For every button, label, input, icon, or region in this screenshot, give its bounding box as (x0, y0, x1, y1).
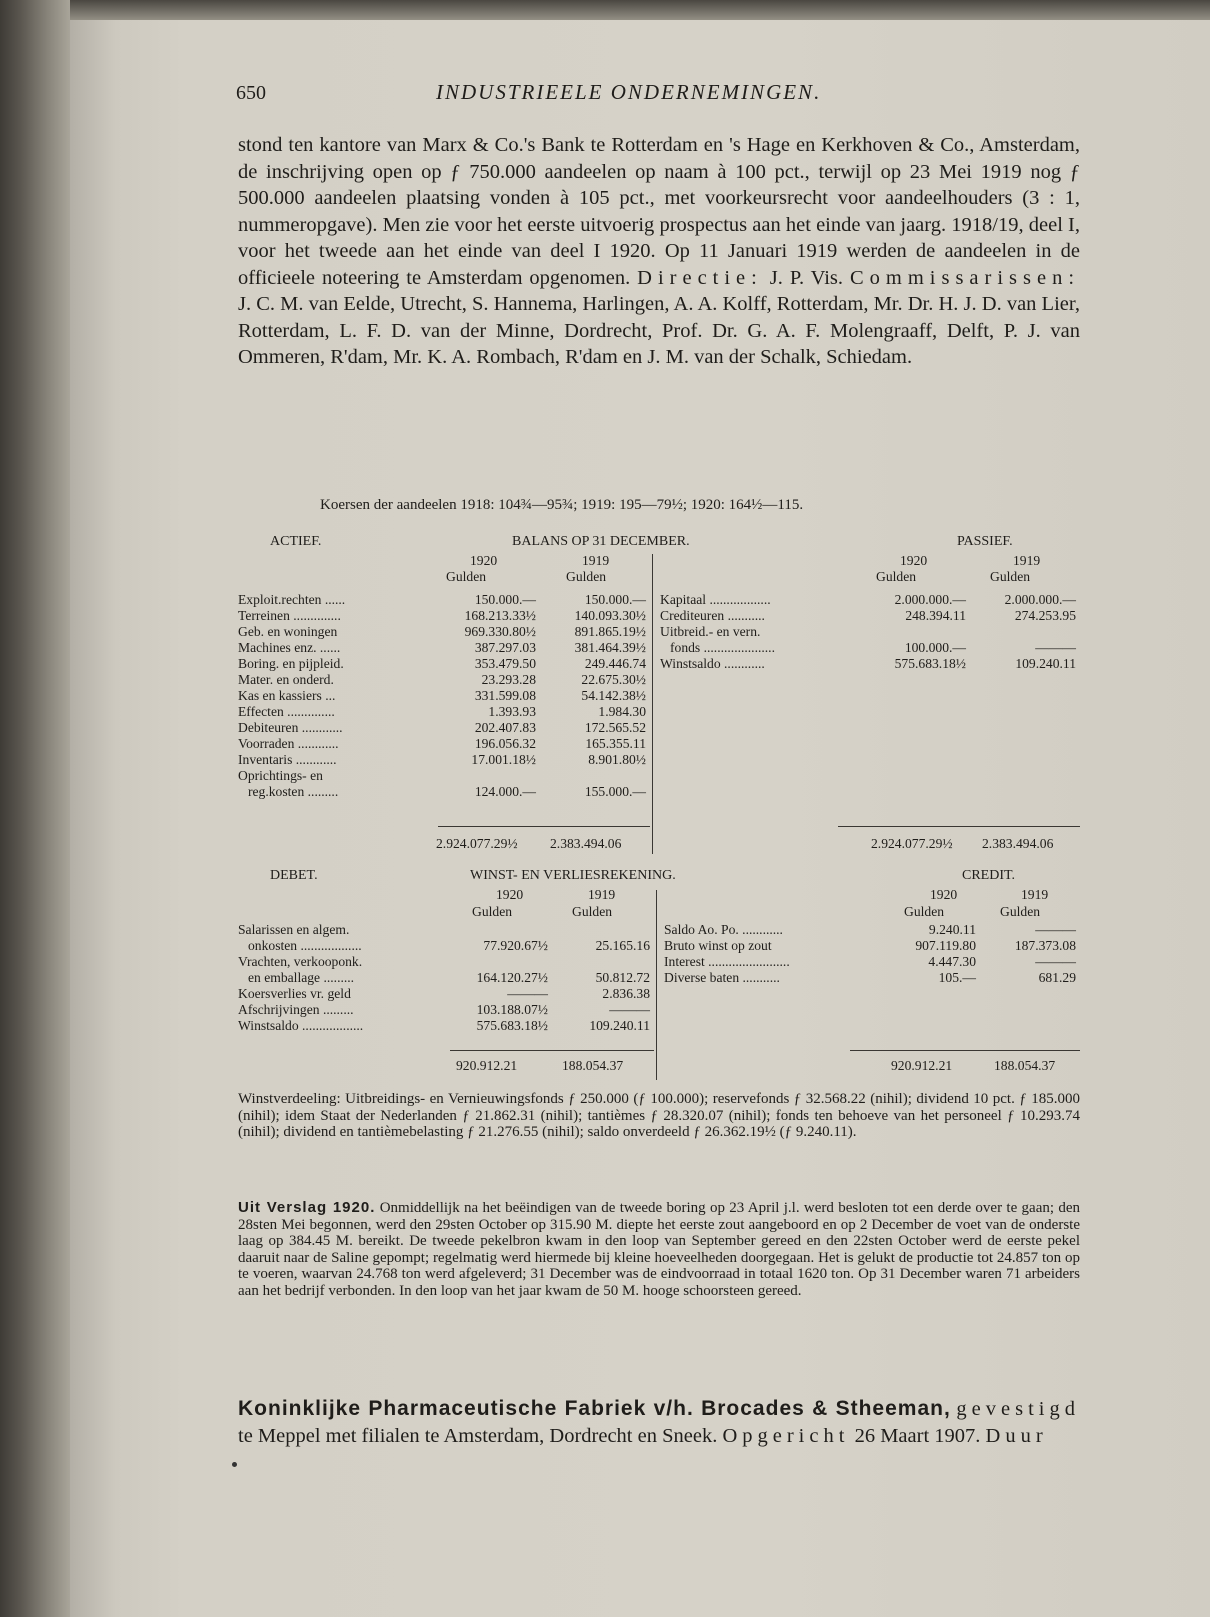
credit-value-1920: 9.240.11 (928, 922, 976, 937)
company-entry (238, 1395, 1080, 1450)
passief-value-1919 (970, 624, 1080, 640)
actief-label: Inventaris ............ (238, 752, 337, 767)
debet-row (234, 970, 654, 986)
passief-value-1920: 575.683.18½ (894, 656, 966, 671)
balans-actief-unit-1920: Gulden (446, 569, 487, 584)
passief-value-1919: 274.253.95 (1014, 608, 1076, 623)
debet-value-1920 (448, 922, 552, 938)
company-text-1: te Meppel met filialen te Amsterdam, Dordrecht en Sneek. (238, 1425, 718, 1447)
credit-row (660, 938, 1080, 954)
actief-value-1920 (430, 768, 540, 784)
debet-label: Winstsaldo .................. (238, 1018, 364, 1033)
actief-table (234, 592, 650, 800)
credit-value-1920: 105.— (938, 970, 976, 985)
actief-value-1919: 249.446.74 (584, 656, 646, 671)
actief-row (234, 640, 650, 656)
actief-label: reg.kosten ......... (248, 784, 339, 799)
company-duur: Duur (985, 1425, 1048, 1447)
actief-row (234, 608, 650, 624)
actief-total-1920: 2.924.077.29½ (436, 836, 518, 851)
actief-value-1919: 8.901.80½ (588, 752, 646, 767)
actief-row (234, 720, 650, 736)
credit-total-1919: 188.054.37 (994, 1058, 1056, 1073)
verslag-label: Uit Verslag 1920. (238, 1199, 376, 1216)
ink-dot (232, 1462, 237, 1467)
debet-value-1920: 575.683.18½ (476, 1018, 548, 1033)
passief-label: Kapitaal .................. (660, 592, 771, 607)
actief-value-1920: 969.330.80½ (464, 624, 536, 639)
debet-table (234, 922, 654, 1034)
company-opgericht: Opgericht (722, 1425, 850, 1447)
company-text-2: 26 Maart 1907. (854, 1425, 981, 1447)
debet-row (234, 1018, 654, 1034)
debet-total-1920: 920.912.21 (456, 1058, 518, 1073)
balans-passief-unit-1919: Gulden (990, 569, 1031, 584)
actief-value-1919: 140.093.30½ (574, 608, 646, 623)
credit-row (660, 970, 1080, 986)
actief-row (234, 736, 650, 752)
winst-credit-unit-1919: Gulden (1000, 904, 1041, 919)
actief-value-1920: 387.297.03 (474, 640, 536, 655)
passief-row (656, 624, 1080, 640)
winst-credit-unit-1920: Gulden (904, 904, 945, 919)
actief-label: Machines enz. ...... (238, 640, 341, 655)
debet-row (234, 986, 654, 1002)
actief-label: Geb. en woningen (238, 624, 338, 639)
actief-row (234, 768, 650, 784)
debet-row (234, 1002, 654, 1018)
passief-total-1920: 2.924.077.29½ (871, 836, 953, 851)
verslag-paragraph (238, 1200, 1080, 1300)
book-spine (0, 0, 70, 1617)
page-number: 650 (236, 82, 266, 104)
passief-row (656, 592, 1080, 608)
debet-value-1920: 77.920.67½ (483, 938, 548, 953)
credit-label: Diverse baten ........... (664, 970, 780, 985)
actief-row (234, 752, 650, 768)
intro-paragraph (238, 132, 1080, 371)
actief-value-1920: 124.000.— (474, 784, 536, 799)
actief-value-1920: 353.479.50 (474, 656, 536, 671)
winstverdeeling-text: Winstverdeeling: Uitbreidings- en Vernieuwingsfonds ƒ 250.000 (ƒ 100.000); reservefonds ƒ 32.568.22 (nihil); dividend 10 pct. ƒ 185.000 (nihil); idem Staat der Nederlanden ƒ 21.862.31 (nihil); tantièmes ƒ 28.320.07 (nihil); fonds ten behoeve van het personeel ƒ 10.293.74 (nihil); dividend en tantièmebelasting ƒ 21.276.55 (nihil); saldo onverdeeld ƒ 26.362.19½ (ƒ 9.240.11). (238, 1091, 1080, 1141)
balans-actief-year-1919: 1919 (582, 553, 610, 568)
actief-value-1920: 168.213.33½ (464, 608, 536, 623)
debet-value-1920 (448, 954, 552, 970)
actief-label: Kas en kassiers ... (238, 688, 336, 703)
passief-label: fonds ..................... (670, 640, 775, 655)
verslag-text: Onmiddellijk na het beëindigen van de tweede boring op 23 April j.l. werd besloten tot een derde over te gaan; den 28sten Mei begonnen, werd den 29sten October op 315.90 M. diepte het eerste zout aangeboord en op 2 December de voet van de onderste laag op 384.45 M. bereikt. De tweede pekelbron kwam in den loop van September gereed en den 22sten October werd de eerste pekel daaruit naar de Saline gepompt; regelmatig werd hiermede bij kleine hoeveelheden doorgegaan. Het is gelukt de productie tot 24.857 ton op te voeren, waarvan 24.768 ton werd afgeleverd; 31 December was de eindvoorraad in totaal 1620 ton. Op 31 December waren 71 arbeiders aan het bedrijf verbonden. In den loop van het jaar kwam de 50 M. hooge schoorsteen gereed. (238, 1200, 1080, 1299)
winst-debet-year-1919: 1919 (588, 887, 616, 902)
running-title: INDUSTRIEELE ONDERNEMINGEN. (436, 80, 822, 104)
credit-label: Saldo Ao. Po. ............ (664, 922, 783, 937)
debet-value-1919 (552, 954, 654, 970)
debet-label: Salarissen en algem. (238, 922, 350, 937)
actief-value-1919: 22.675.30½ (581, 672, 646, 687)
winst-divider (656, 890, 657, 1080)
actief-total-1919: 2.383.494.06 (550, 836, 622, 851)
actief-value-1920: 1.393.93 (488, 704, 536, 719)
winst-credit-year-1919: 1919 (1021, 887, 1049, 902)
credit-value-1919: ——— (1035, 922, 1076, 937)
actief-label: Exploit.rechten ...... (238, 592, 346, 607)
balans-passief-year-1920: 1920 (900, 553, 928, 568)
passief-row (656, 656, 1080, 672)
actief-value-1919: 150.000.— (584, 592, 646, 607)
debet-label: Koersverlies vr. geld (238, 986, 351, 1001)
actief-row (234, 784, 650, 800)
passief-value-1919: 2.000.000.— (1004, 592, 1076, 607)
actief-label: Mater. en onderd. (238, 672, 334, 687)
actief-row (234, 624, 650, 640)
passief-table (656, 592, 1080, 672)
debet-value-1920: ——— (507, 986, 548, 1001)
debet-label: Vrachten, verkooponk. (238, 954, 363, 969)
debet-value-1919: 2.836.38 (602, 986, 650, 1001)
credit-value-1920: 907.119.80 (915, 938, 976, 953)
debet-label: onkosten .................. (248, 938, 362, 953)
credit-table (660, 922, 1080, 986)
actief-value-1919: 172.565.52 (584, 720, 646, 735)
actief-value-1919 (540, 768, 650, 784)
passief-label: Uitbreid.- en vern. (660, 624, 761, 639)
passief-label: Winstsaldo ............ (660, 656, 765, 671)
actief-label: Oprichtings- en (238, 768, 323, 783)
passief-total-1919: 2.383.494.06 (982, 836, 1054, 851)
passief-value-1920: 100.000.— (904, 640, 966, 655)
credit-total-1920: 920.912.21 (891, 1058, 953, 1073)
debet-total-rule (450, 1050, 654, 1051)
debet-value-1919 (552, 922, 654, 938)
passief-value-1920 (860, 624, 970, 640)
passief-value-1919: ——— (1035, 640, 1076, 655)
debet-value-1919: 109.240.11 (589, 1018, 650, 1033)
koersen-line: Koersen der aandeelen 1918: 104¾—95¾; 1919: 195—79½; 1920: 164½—115. (320, 497, 804, 513)
actief-label: Boring. en pijpleid. (238, 656, 344, 671)
passief-row (656, 608, 1080, 624)
balans-left-title: ACTIEF. (270, 534, 322, 549)
winst-debet-unit-1919: Gulden (572, 904, 613, 919)
winst-debet-year-1920: 1920 (496, 887, 524, 902)
actief-label: Effecten .............. (238, 704, 335, 719)
credit-value-1919: ——— (1035, 954, 1076, 969)
company-gevestigd: gevestigd (956, 1398, 1080, 1420)
actief-label: Voorraden ............ (238, 736, 339, 751)
debet-label: en emballage ......... (248, 970, 355, 985)
actief-value-1920: 23.293.28 (481, 672, 536, 687)
actief-row (234, 704, 650, 720)
balans-divider (652, 554, 653, 854)
debet-value-1919: ——— (609, 1002, 650, 1017)
credit-row (660, 922, 1080, 938)
winst-right-title: CREDIT. (962, 868, 1016, 883)
actief-value-1920: 150.000.— (474, 592, 536, 607)
credit-label: Bruto winst op zout (664, 938, 772, 953)
actief-value-1920: 196.056.32 (474, 736, 536, 751)
balans-passief-unit-1920: Gulden (876, 569, 917, 584)
passief-total-rule (838, 826, 1080, 827)
directie-names: J. P. Vis. (769, 266, 844, 289)
company-name: Koninklijke Pharmaceutische Fabriek v/h. Brocades & Stheeman, (238, 1397, 951, 1420)
winst-credit-year-1920: 1920 (930, 887, 958, 902)
balans-passief-year-1919: 1919 (1013, 553, 1041, 568)
intro-text: stond ten kantore van Marx & Co.'s Bank te Rotterdam en 's Hage en Kerkhoven & Co., Amsterdam, de inschrijving open op ƒ 750.000 aandeelen op naam à 100 pct., terwijl op 23 Mei 1919 nog ƒ 500.000 aandeelen plaatsing vonden à 105 pct., met voorkeursrecht voor aandeelhouders (3 : 1, nummeropgave). Men zie voor het eerste uitvoerig prospectus aan het einde van jaarg. 1918/19, deel I, voor het tweede aan het einde van deel I 1920. Op 11 Januari 1919 werden de aandeelen in de officieele noteering te Amsterdam opgenomen. (238, 134, 1080, 289)
commissarissen-label: Commissarissen: (849, 266, 1081, 289)
credit-label: Interest ........................ (664, 954, 790, 969)
actief-value-1920: 202.407.83 (474, 720, 536, 735)
winst-center-title: WINST- EN VERLIESREKENING. (470, 868, 676, 883)
commissarissen-names: J. C. M. van Eelde, Utrecht, S. Hannema, Harlingen, A. A. Kolff, Rotterdam, Mr. Dr. H. J. D. van Lier, Rotterdam, L. F. D. van der Minne, Dordrecht, Prof. Dr. G. A. F. Molengraaff, Delft, P. J. van Ommeren, R'dam, Mr. K. A. Rombach, R'dam en J. M. van der Schalk, Schiedam. (238, 293, 1081, 368)
actief-value-1920: 17.001.18½ (471, 752, 536, 767)
debet-value-1919: 50.812.72 (595, 970, 650, 985)
actief-total-rule (438, 826, 650, 827)
credit-row (660, 954, 1080, 970)
passief-row (656, 640, 1080, 656)
balans-actief-unit-1919: Gulden (566, 569, 607, 584)
credit-value-1920: 4.447.30 (928, 954, 976, 969)
debet-row (234, 954, 654, 970)
actief-value-1919: 1.984.30 (598, 704, 646, 719)
actief-label: Debiteuren ............ (238, 720, 343, 735)
actief-value-1919: 381.464.39½ (574, 640, 646, 655)
credit-value-1919: 187.373.08 (1014, 938, 1076, 953)
passief-value-1919: 109.240.11 (1015, 656, 1076, 671)
balans-right-title: PASSIEF. (957, 534, 1013, 549)
actief-label: Terreinen .............. (238, 608, 341, 623)
passief-label: Crediteuren ........... (660, 608, 765, 623)
actief-row (234, 688, 650, 704)
debet-value-1920: 103.188.07½ (476, 1002, 548, 1017)
directie-label: Directie: (637, 266, 763, 289)
actief-value-1920: 331.599.08 (474, 688, 536, 703)
debet-row (234, 922, 654, 938)
balans-center-title: BALANS OP 31 DECEMBER. (512, 534, 690, 549)
debet-row (234, 938, 654, 954)
actief-value-1919: 891.865.19½ (574, 624, 646, 639)
actief-value-1919: 155.000.— (584, 784, 646, 799)
debet-label: Afschrijvingen ......... (238, 1002, 354, 1017)
actief-row (234, 592, 650, 608)
page-top-edge (0, 0, 1210, 22)
balans-actief-year-1920: 1920 (470, 553, 498, 568)
debet-total-1919: 188.054.37 (562, 1058, 624, 1073)
winst-left-title: DEBET. (270, 868, 318, 883)
credit-total-rule (850, 1050, 1080, 1051)
credit-value-1919: 681.29 (1038, 970, 1076, 985)
winst-debet-unit-1920: Gulden (472, 904, 513, 919)
passief-value-1920: 248.394.11 (905, 608, 966, 623)
passief-value-1920: 2.000.000.— (894, 592, 966, 607)
winstverdeeling-paragraph (238, 1091, 1080, 1141)
debet-value-1919: 25.165.16 (595, 938, 650, 953)
actief-value-1919: 54.142.38½ (581, 688, 646, 703)
actief-value-1919: 165.355.11 (585, 736, 646, 751)
actief-row (234, 672, 650, 688)
debet-value-1920: 164.120.27½ (476, 970, 548, 985)
actief-row (234, 656, 650, 672)
